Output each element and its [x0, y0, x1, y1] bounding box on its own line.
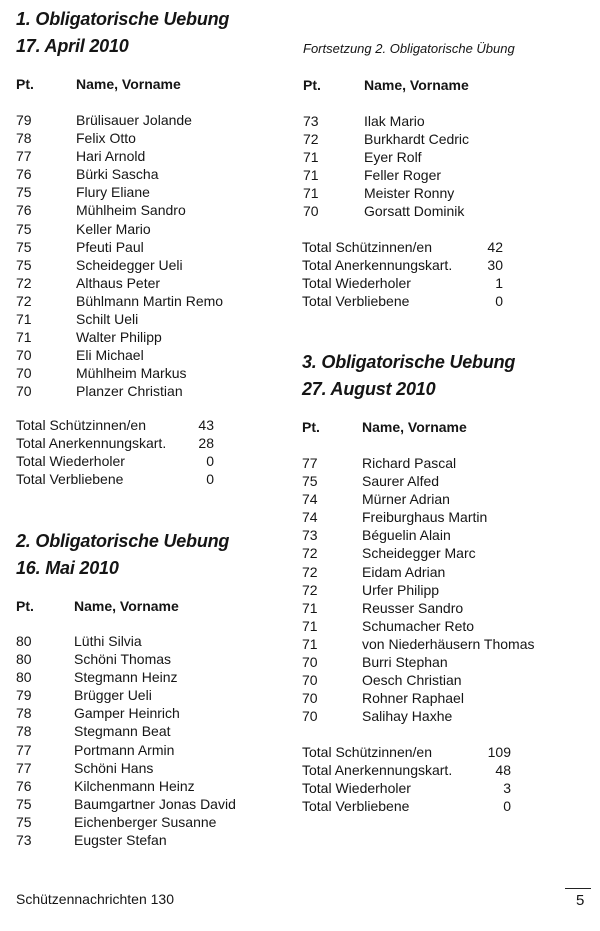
result-row: [16, 795, 286, 813]
result-row: [302, 581, 592, 599]
section-1-col-points: Pt.: [16, 76, 34, 92]
result-row: [16, 165, 276, 183]
result-name: Planzer Christian: [76, 383, 183, 400]
result-points: 70: [303, 203, 319, 220]
result-row: [16, 220, 276, 238]
result-row: [302, 454, 592, 472]
result-name: Schöni Thomas: [74, 651, 172, 668]
total-label: Total Schützinnen/en: [302, 239, 432, 255]
section-3-results-list: [302, 454, 592, 725]
result-points: 70: [302, 708, 318, 725]
result-name: Urfer Philipp: [362, 581, 440, 598]
result-points: 80: [16, 651, 32, 668]
total-row: [16, 434, 276, 452]
total-value: 109: [487, 744, 511, 760]
section-1-date: 17. April 2010: [16, 36, 129, 56]
result-points: 79: [16, 112, 32, 128]
result-name: Burri Stephan: [362, 654, 448, 671]
result-name: Stegmann Heinz: [74, 669, 178, 686]
result-name: Portmann Armin: [74, 741, 175, 758]
result-points: 71: [302, 599, 318, 616]
total-label: Total Wiederholer: [302, 780, 411, 797]
result-points: 73: [16, 832, 32, 849]
result-points: 70: [302, 654, 318, 671]
result-points: 75: [302, 473, 318, 490]
result-name: Oesch Christian: [362, 672, 462, 689]
total-row: [302, 761, 582, 779]
result-points: 76: [16, 777, 32, 794]
result-name: Hari Arnold: [76, 148, 146, 165]
result-points: 71: [302, 617, 318, 634]
section-2-continuation-heading: Fortsetzung 2. Obligatorische Übung: [303, 41, 515, 56]
result-row: [303, 148, 583, 166]
result-name: Brügger Ueli: [74, 687, 152, 704]
total-row: [302, 292, 582, 310]
result-row: [302, 689, 592, 707]
result-points: 75: [16, 238, 32, 255]
section-1-totals: [16, 416, 276, 488]
total-value: 0: [495, 293, 503, 310]
result-name: Walter Philipp: [76, 329, 162, 346]
result-name: Felix Otto: [76, 130, 136, 147]
result-row: [302, 671, 592, 689]
result-points: 70: [16, 383, 32, 400]
total-label: Total Verbliebene: [302, 798, 410, 815]
result-row: [302, 617, 592, 635]
total-label: Total Verbliebene: [302, 293, 410, 310]
section-2-totals: [302, 238, 582, 310]
result-row: [16, 346, 276, 364]
total-label: Total Schützinnen/en: [302, 744, 432, 760]
result-points: 76: [16, 202, 32, 219]
result-points: 71: [303, 167, 319, 184]
result-points: 71: [16, 329, 32, 346]
result-name: Gamper Heinrich: [74, 705, 180, 722]
result-name: Mühlheim Sandro: [76, 202, 186, 219]
result-row: [16, 777, 286, 795]
result-row: [16, 111, 276, 129]
total-row: [16, 452, 276, 470]
result-row: [302, 563, 592, 581]
result-row: [303, 184, 583, 202]
result-name: von Niederhäusern Thomas: [362, 635, 535, 652]
result-name: Althaus Peter: [76, 274, 161, 291]
result-name: Schöni Hans: [74, 759, 154, 776]
result-points: 75: [16, 184, 32, 201]
result-row: [303, 130, 583, 148]
total-label: Total Schützinnen/en: [16, 417, 146, 433]
result-points: 75: [16, 795, 32, 812]
result-name: Reusser Sandro: [362, 599, 464, 616]
section-3-date: 27. August 2010: [302, 379, 436, 399]
result-name: Kilchenmann Heinz: [74, 777, 195, 794]
result-row: [16, 382, 276, 400]
total-label: Total Anerkennungskart.: [302, 762, 453, 779]
result-row: [16, 364, 276, 382]
result-name: Béguelin Alain: [362, 527, 451, 544]
result-row: [16, 256, 276, 274]
result-row: [16, 741, 286, 759]
result-points: 76: [16, 166, 32, 183]
result-points: 78: [16, 723, 32, 740]
total-row: [16, 470, 276, 488]
result-points: 72: [302, 563, 318, 580]
result-row: [16, 292, 276, 310]
result-row: [16, 650, 286, 668]
result-name: Saurer Alfed: [362, 473, 440, 490]
result-points: 72: [302, 581, 318, 598]
result-points: 78: [16, 705, 32, 722]
total-value: 42: [487, 239, 503, 255]
result-name: Flury Eliane: [76, 184, 150, 201]
result-points: 72: [303, 131, 319, 148]
result-row: [16, 328, 276, 346]
total-row: [16, 416, 276, 434]
result-name: Freiburghaus Martin: [362, 509, 488, 526]
result-name: Eugster Stefan: [74, 832, 167, 849]
result-row: [303, 202, 583, 220]
result-row: [302, 707, 592, 725]
result-points: 77: [16, 741, 32, 758]
total-value: 43: [198, 417, 214, 433]
result-row: [16, 704, 286, 722]
total-label: Total Anerkennungskart.: [16, 435, 167, 452]
result-row: [302, 599, 592, 617]
total-value: 1: [495, 275, 503, 292]
result-row: [302, 472, 592, 490]
result-name: Salihay Haxhe: [362, 708, 453, 725]
result-name: Bühlmann Martin Remo: [76, 292, 224, 309]
result-name: Stegmann Beat: [74, 723, 171, 740]
section-2-title: 2. Obligatorische Uebung: [16, 531, 230, 551]
total-label: Total Wiederholer: [16, 453, 125, 470]
result-row: [16, 147, 276, 165]
result-row: [16, 238, 276, 256]
result-points: 73: [302, 527, 318, 544]
result-points: 71: [303, 185, 319, 202]
result-name: Eichenberger Susanne: [74, 813, 217, 830]
result-row: [16, 310, 276, 328]
result-row: [302, 526, 592, 544]
total-value: 48: [495, 762, 511, 779]
result-row: [303, 166, 583, 184]
result-name: Meister Ronny: [364, 185, 455, 202]
result-name: Rohner Raphael: [362, 690, 464, 707]
result-name: Pfeuti Paul: [76, 238, 144, 255]
result-name: Mühlheim Markus: [76, 365, 187, 382]
result-points: 75: [16, 220, 32, 237]
result-row: [302, 490, 592, 508]
result-row: [16, 831, 286, 849]
result-points: 70: [302, 672, 318, 689]
result-points: 79: [16, 687, 32, 704]
result-row: [16, 759, 286, 777]
total-label: Total Verbliebene: [16, 471, 124, 488]
result-name: Eidam Adrian: [362, 563, 446, 580]
result-points: 71: [302, 635, 318, 652]
result-name: Mürner Adrian: [362, 491, 450, 508]
result-name: Feller Roger: [364, 167, 442, 184]
section-2-date: 16. Mai 2010: [16, 558, 119, 578]
result-name: Eyer Rolf: [364, 149, 422, 166]
section-3-totals: [302, 743, 582, 815]
result-row: [302, 653, 592, 671]
result-points: 77: [302, 455, 318, 471]
result-points: 77: [16, 759, 32, 776]
section-1-title: 1. Obligatorische Uebung: [16, 9, 230, 29]
page-number-rule: [565, 888, 591, 889]
section-2-cont-results-list: [303, 112, 583, 221]
result-name: Scheidegger Marc: [362, 545, 476, 562]
result-row: [16, 722, 286, 740]
result-points: 74: [302, 491, 318, 508]
result-row: [16, 201, 276, 219]
result-row: [16, 686, 286, 704]
result-name: Gorsatt Dominik: [364, 203, 465, 220]
total-row: [302, 779, 582, 797]
result-points: 75: [16, 813, 32, 830]
result-name: Keller Mario: [76, 220, 151, 237]
total-label: Total Wiederholer: [302, 275, 411, 292]
result-points: 74: [302, 509, 318, 526]
result-points: 73: [303, 113, 319, 129]
result-points: 72: [16, 292, 32, 309]
result-points: 72: [302, 545, 318, 562]
result-points: 80: [16, 633, 32, 649]
section-2-cont-col-points: Pt.: [303, 77, 321, 93]
result-name: Schilt Ueli: [76, 311, 139, 328]
section-2-results-list: [16, 632, 286, 849]
result-row: [16, 183, 276, 201]
result-name: Lüthi Silvia: [74, 633, 142, 649]
section-1-results-list: [16, 111, 276, 401]
result-row: [303, 112, 583, 130]
result-points: 71: [303, 149, 319, 166]
result-name: Eli Michael: [76, 347, 144, 364]
total-row: [302, 274, 582, 292]
section-3-col-points: Pt.: [302, 419, 320, 435]
result-row: [16, 632, 286, 650]
result-row: [302, 635, 592, 653]
section-2-col-name: Name, Vorname: [74, 598, 179, 614]
result-row: [16, 129, 276, 147]
total-value: 30: [487, 257, 503, 274]
result-row: [16, 274, 276, 292]
section-2-col-points: Pt.: [16, 598, 34, 614]
result-points: 80: [16, 669, 32, 686]
result-row: [16, 813, 286, 831]
result-points: 78: [16, 130, 32, 147]
result-points: 75: [16, 256, 32, 273]
result-name: Baumgartner Jonas David: [74, 795, 236, 812]
total-value: 0: [206, 453, 214, 470]
result-points: 77: [16, 148, 32, 165]
result-name: Brülisauer Jolande: [76, 112, 192, 128]
result-name: Scheidegger Ueli: [76, 256, 183, 273]
result-name: Bürki Sascha: [76, 166, 159, 183]
total-value: 0: [503, 798, 511, 815]
total-row: [302, 797, 582, 815]
result-name: Ilak Mario: [364, 113, 425, 129]
result-row: [302, 544, 592, 562]
total-row: [302, 743, 582, 761]
total-value: 28: [198, 435, 214, 452]
result-points: 70: [16, 365, 32, 382]
result-row: [302, 508, 592, 526]
footer-publication: Schützennachrichten 130: [16, 891, 174, 907]
result-points: 71: [16, 311, 32, 328]
result-name: Richard Pascal: [362, 455, 457, 471]
section-3-col-name: Name, Vorname: [362, 419, 467, 435]
page-number: 5: [576, 892, 585, 909]
result-points: 70: [16, 347, 32, 364]
total-label: Total Anerkennungskart.: [302, 257, 453, 274]
result-points: 70: [302, 690, 318, 707]
total-row: [302, 256, 582, 274]
section-1-col-name: Name, Vorname: [76, 76, 181, 92]
section-3-title: 3. Obligatorische Uebung: [302, 352, 516, 372]
section-2-cont-col-name: Name, Vorname: [364, 77, 469, 93]
total-row: [302, 238, 582, 256]
total-value: 0: [206, 471, 214, 488]
result-name: Schumacher Reto: [362, 617, 475, 634]
result-row: [16, 668, 286, 686]
result-points: 72: [16, 274, 32, 291]
result-name: Burkhardt Cedric: [364, 131, 470, 148]
total-value: 3: [503, 780, 511, 797]
